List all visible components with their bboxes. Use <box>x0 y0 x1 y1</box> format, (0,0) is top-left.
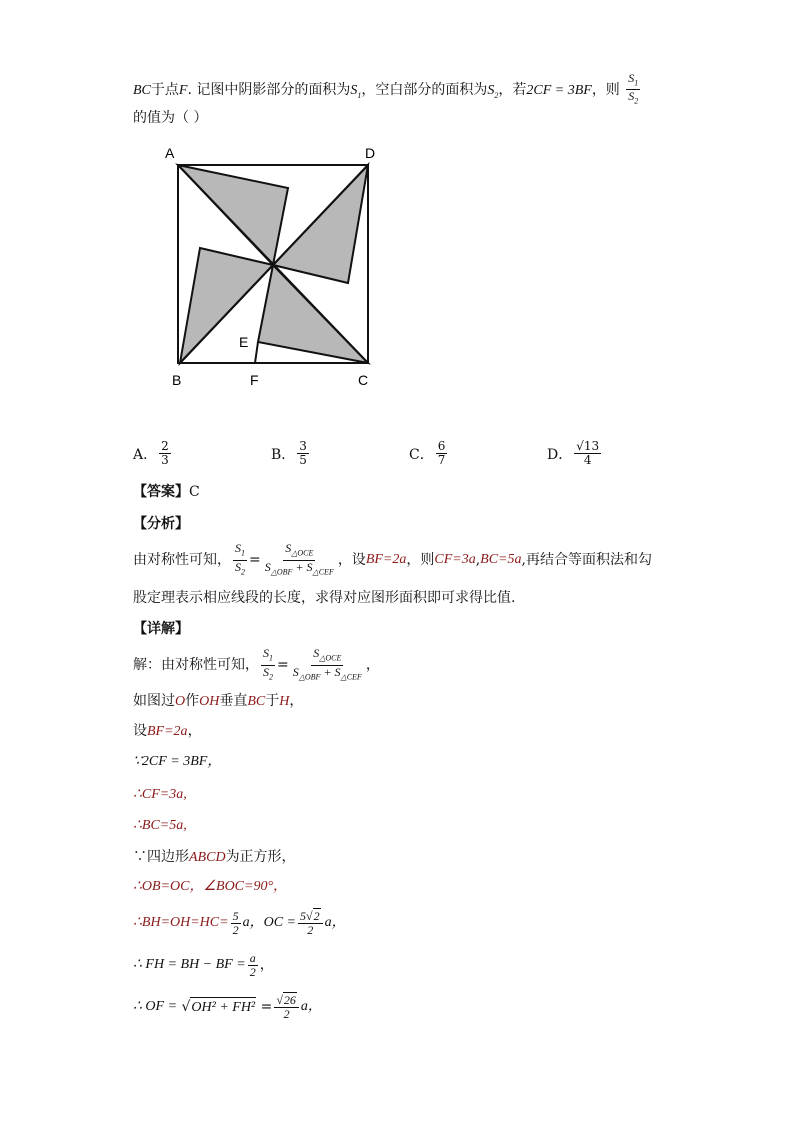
detail-line-6: ∴BC=5a, <box>133 818 187 833</box>
option-d: D． $\frac{√13}{4}$ <box>547 439 600 467</box>
analysis-line-1: 由对称性可知， $\frac{S_1}{S_2}$ = $\frac{S_{\triangle OCE}}{S_{\triangle OBF} + S_{\triangle CEF}}$ ，设 BF=2a ，则 CF=3a , BC=5a , 再结合等面积法和勾 <box>133 541 652 576</box>
shaded-triangle-top <box>178 165 288 265</box>
label-b: B <box>172 372 182 388</box>
condition: 2CF = 3BF <box>526 82 592 98</box>
shaded-triangle-bottom <box>258 265 368 363</box>
analysis-label: 【分析】 <box>133 516 189 532</box>
shaded-triangle-left <box>180 248 273 363</box>
detail-line-9: ∴BH=OH=HC= $\frac{5}{2}$ a，OC = $\frac{5√2}{2}$ a， <box>133 908 346 937</box>
question-line-1: BC于点F. 记图中阴影部分的面积为$S_1$，空白部分的面积为$S_2$，若2CF = 3BF，则 $\frac{S_1}{S_2}$ <box>133 71 639 106</box>
detail-line-10: ∴ FH = BH − BF = $\frac{a}{2}$ ， <box>133 950 274 979</box>
detail-line-5: ∴CF=3a, <box>133 787 187 802</box>
detail-line-2: 如图过O作OH垂直BC于H， <box>133 693 304 709</box>
detail-line-8: ∴OB=OC，∠BOC=90°， <box>133 879 288 894</box>
shaded-triangle-right <box>273 165 368 283</box>
segment-bc: BC <box>133 82 151 98</box>
label-c: C <box>358 372 369 388</box>
analysis-line-2: 股定理表示相应线段的长度，求得对应图形面积即可求得比值. <box>133 590 516 606</box>
ratio-fraction: $\frac{S_1}{S_2}$ <box>628 71 639 106</box>
detail-line-1: 解：由对称性可知， $\frac{S_1}{S_2}$ = $\frac{S_{\triangle OCE}}{S_{\triangle OBF} + S_{\triangle CEF}}$ ， <box>133 646 380 681</box>
label-e: E <box>239 334 249 350</box>
detail-label: 【详解】 <box>133 621 189 637</box>
label-d: D <box>365 145 376 161</box>
label-a: A <box>165 145 175 161</box>
detail-line-11: ∴ OF = √ OH² + FH² = $\frac{√26}{2}$ a， <box>133 992 322 1021</box>
option-b: B． $\frac{3}{5}$ <box>271 439 307 467</box>
option-a: A． $\frac{2}{3}$ <box>133 439 169 467</box>
option-c: C． $\frac{6}{7}$ <box>409 439 446 467</box>
label-f: F <box>250 372 259 388</box>
detail-line-4: ∵2CF = 3BF， <box>133 754 222 769</box>
question-line-2: 的值为（ ） <box>133 110 208 126</box>
detail-line-7: ∵四边形ABCD为正方形， <box>133 849 296 865</box>
answer-line: 【答案】C <box>133 484 200 500</box>
geometry-figure <box>160 140 400 395</box>
segment-ef <box>255 342 258 363</box>
detail-line-3: 设BF=2a， <box>133 723 202 739</box>
